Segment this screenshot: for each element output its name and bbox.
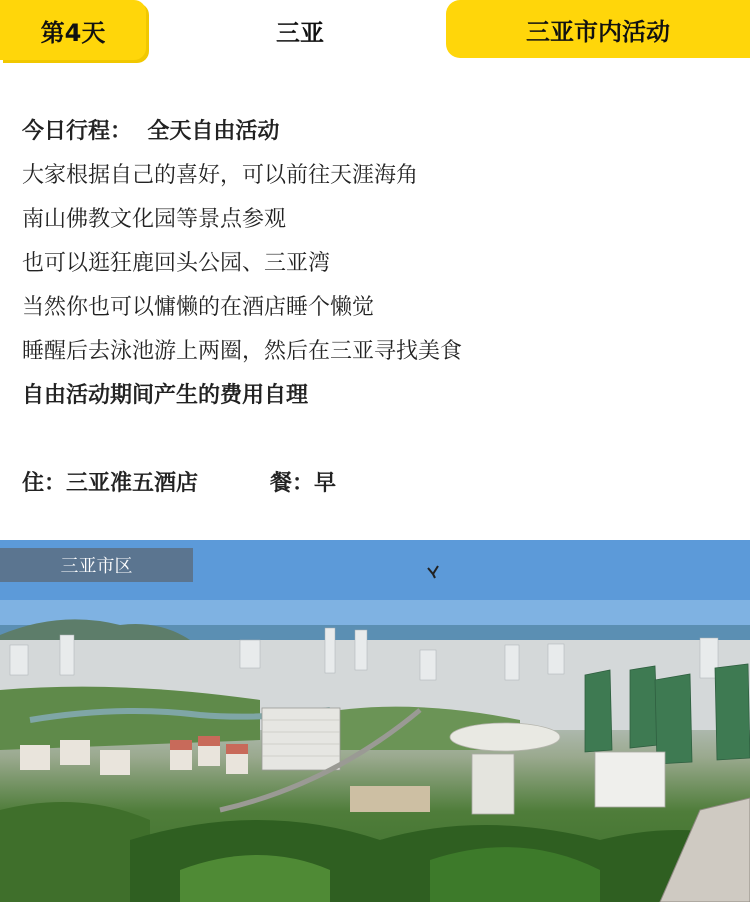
itinerary-line: 南山佛教文化园等景点参观 — [22, 207, 287, 232]
itinerary-line: 睡醒后去泳池游上两圈，然后在三亚寻找美食 — [22, 339, 463, 364]
hotel-name: 三亚准五酒店 — [66, 471, 199, 496]
itinerary-line: 当然你也可以慵懒的在酒店睡个懒觉 — [22, 295, 375, 320]
day-badge — [0, 0, 146, 60]
itinerary-line: 大家根据自己的喜好，可以前往天涯海角 — [22, 163, 419, 188]
city-skyline-illustration — [0, 540, 750, 902]
meal-value: 早 — [314, 471, 337, 496]
sanya-city-photo — [0, 540, 750, 902]
expense-note: 自由活动期间产生的费用自理 — [22, 383, 309, 408]
meal-label: 餐： — [270, 471, 315, 496]
activity-badge — [446, 0, 750, 58]
itinerary-title-value: 全天自由活动 — [147, 119, 280, 144]
stay-label: 住： — [22, 471, 67, 496]
day-label: 第4天 — [40, 18, 106, 47]
itinerary-line: 也可以逛狂鹿回头公园、三亚湾 — [22, 251, 331, 276]
photo-caption: 三亚市区 — [0, 548, 193, 582]
itinerary-content — [22, 110, 732, 506]
city-title: 三亚 — [276, 18, 324, 47]
day-header — [0, 0, 750, 62]
itinerary-title-label: 今日行程： — [22, 119, 133, 144]
itinerary-title — [22, 110, 732, 154]
activity-label: 三亚市内活动 — [526, 17, 670, 46]
stay-meal-row — [22, 462, 732, 506]
